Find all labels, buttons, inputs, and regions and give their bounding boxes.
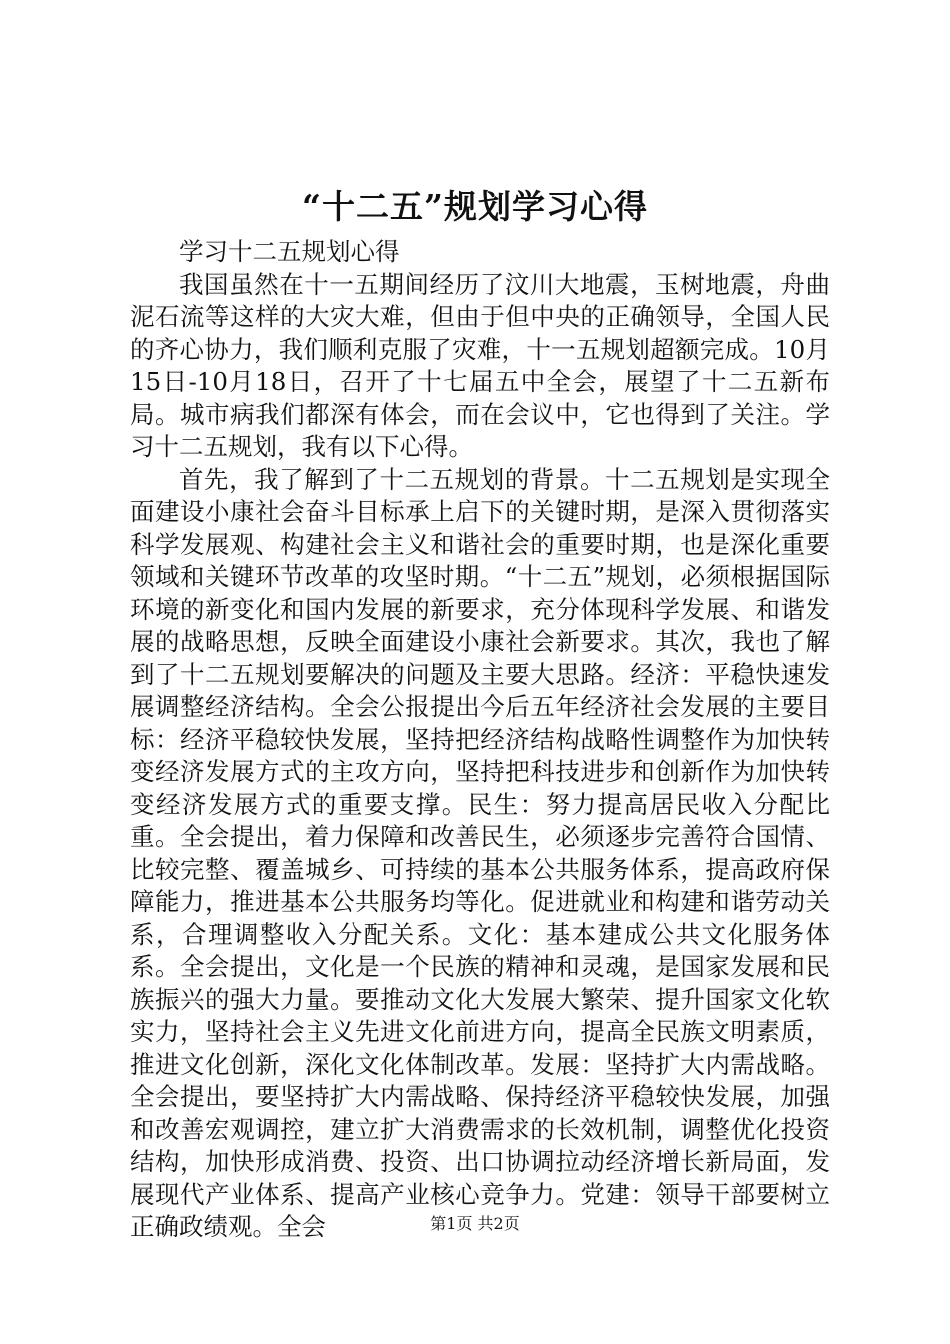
paragraph-intro: 我国虽然在十一五期间经历了汶川大地震，玉树地震，舟曲泥石流等这样的大灾大难，但由于但中央的正确领导，全国人民的齐心协力，我们顺利克服了灾难，十一五规划超额完成。10月15日-10月18日，召开了十七届五中全会，展望了十二五新布局。城市病我们都深有体会，而在会议中，它也得到了关注。学习十二五规划，我有以下心得。	[130, 269, 830, 461]
document-subtitle: 学习十二五规划心得	[179, 237, 400, 266]
document-body	[130, 236, 830, 1244]
paragraph-main: 首先，我了解到了十二五规划的背景。十二五规划是实现全面建设小康社会奋斗目标承上启下的关键时期，是深入贯彻落实科学发展观、构建社会主义和谐社会的重要时期，也是深化重要领域和关键环节改革的攻坚时期。“十二五”规划，必须根据国际环境的新变化和国内发展的新要求，充分体现科学发展、和谐发展的战略思想，反映全面建设小康社会新要求。其次，我也了解到了十二五规划要解决的问题及主要大思路。经济：平稳快速发展调整经济结构。全会公报提出今后五年经济社会发展的主要目标：经济平稳较快发展，坚持把经济结构战略性调整作为加快转变经济发展方式的主攻方向，坚持把科技进步和创新作为加快转变经济发展方式的重要支撑。民生：努力提高居民收入分配比重。全会提出，着力保障和改善民生，必须逐步完善符合国情、比较完整、覆盖城乡、可持续的基本公共服务体系，提高政府保障能力，推进基本公共服务均等化。促进就业和构建和谐劳动关系，合理调整收入分配关系。文化：基本建成公共文化服务体系。全会提出，文化是一个民族的精神和灵魂，是国家发展和民族振兴的强大力量。要推动文化大发展大繁荣、提升国家文化软实力，坚持社会主义先进文化前进方向，提高全民族文明素质，推进文化创新，深化文化体制改革。发展：坚持扩大内需战略。全会提出，要坚持扩大内需战略、保持经济平稳较快发展，加强和改善宏观调控，建立扩大消费需求的长效机制，调整优化投资结构，加快形成消费、投资、出口协调拉动经济增长新局面，发展现代产业体系、提高产业核心竞争力。党建：领导干部要树立正确政绩观。全会	[130, 464, 830, 1241]
document-title: “十二五”规划学习心得	[302, 187, 648, 226]
page-footer: 第1页 共2页	[430, 1214, 520, 1233]
